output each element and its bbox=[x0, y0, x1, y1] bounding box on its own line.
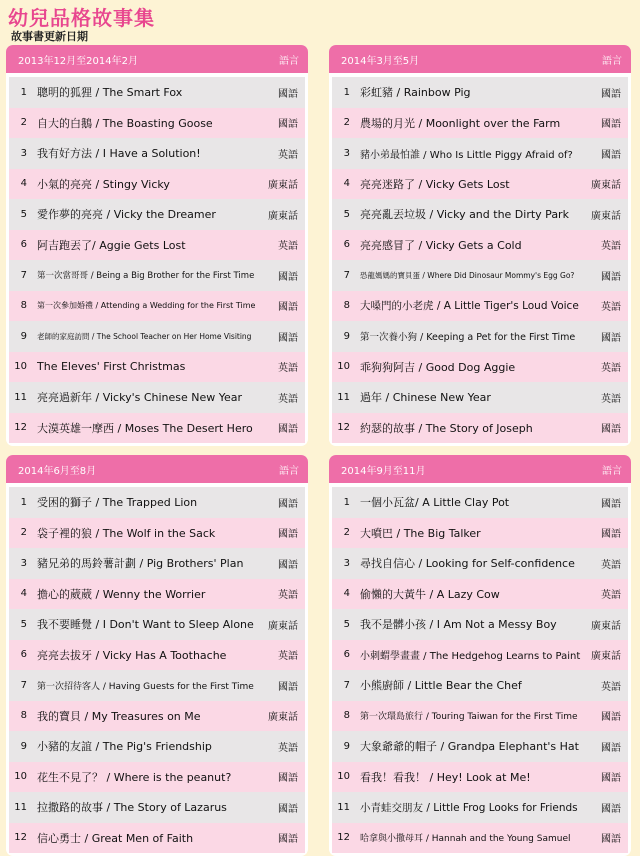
story-row bbox=[9, 77, 305, 108]
story-row bbox=[9, 199, 305, 230]
story-number: 1 bbox=[343, 496, 350, 508]
language-column-header: 語言 bbox=[279, 55, 299, 67]
story-language: 國語 bbox=[278, 119, 298, 131]
story-row bbox=[332, 609, 628, 640]
story-number: 12 bbox=[337, 832, 350, 844]
period-label: 2014年9月至11月 bbox=[341, 465, 426, 477]
story-number: 4 bbox=[20, 178, 27, 190]
story-row bbox=[332, 352, 628, 383]
story-language: 英語 bbox=[278, 393, 298, 405]
story-title: 乖狗狗阿吉 / Good Dog Aggie bbox=[360, 360, 516, 374]
story-number: 2 bbox=[343, 117, 350, 129]
story-row bbox=[9, 487, 305, 518]
story-title: 第一次參加婚禮 / Attending a Wedding for the First Time bbox=[37, 301, 256, 311]
story-title: 拉撒路的故事 / The Story of Lazarus bbox=[37, 801, 227, 815]
story-row bbox=[9, 108, 305, 139]
panel-1 bbox=[329, 45, 631, 446]
story-title: 信心勇士 / Great Men of Faith bbox=[37, 831, 194, 845]
story-number: 5 bbox=[343, 208, 350, 220]
story-language: 英語 bbox=[278, 651, 298, 663]
story-number: 3 bbox=[343, 147, 350, 159]
story-language: 國語 bbox=[601, 424, 621, 436]
story-number: 3 bbox=[343, 557, 350, 569]
story-language: 國語 bbox=[601, 149, 621, 161]
story-title: 一個小瓦盆/ A Little Clay Pot bbox=[360, 496, 510, 510]
story-language: 英語 bbox=[278, 149, 298, 161]
story-row bbox=[332, 640, 628, 671]
story-title: 亮亮去拔牙 / Vicky Has A Toothache bbox=[37, 648, 227, 662]
story-language: 英語 bbox=[601, 302, 621, 314]
story-language: 國語 bbox=[278, 271, 298, 283]
story-row bbox=[9, 291, 305, 322]
story-title: 大漠英雄一摩西 / Moses The Desert Hero bbox=[37, 421, 253, 435]
story-title: 第一次養小狗 / Keeping a Pet for the First Time bbox=[360, 332, 576, 344]
story-language: 國語 bbox=[278, 498, 298, 510]
story-language: 廣東話 bbox=[591, 620, 621, 632]
story-row bbox=[9, 413, 305, 444]
panel-0 bbox=[6, 45, 308, 446]
story-number: 6 bbox=[20, 649, 27, 661]
story-language: 國語 bbox=[601, 834, 621, 846]
story-title: 自大的白鵝 / The Boasting Goose bbox=[37, 116, 213, 130]
story-title: 大噴巴 / The Big Talker bbox=[360, 526, 481, 540]
story-language: 英語 bbox=[601, 241, 621, 253]
story-row bbox=[332, 518, 628, 549]
story-row bbox=[332, 108, 628, 139]
panel-header bbox=[329, 455, 631, 483]
story-language: 國語 bbox=[278, 834, 298, 846]
story-language: 廣東話 bbox=[268, 620, 298, 632]
story-number: 7 bbox=[20, 679, 27, 691]
page-title: 幼兒品格故事集 bbox=[8, 6, 155, 30]
story-language: 國語 bbox=[601, 529, 621, 541]
story-title: 小刺蝟學畫畫 / The Hedgehog Learns to Paint bbox=[360, 651, 581, 663]
story-number: 4 bbox=[343, 588, 350, 600]
story-language: 國語 bbox=[278, 529, 298, 541]
panel-header bbox=[329, 45, 631, 73]
story-number: 7 bbox=[20, 269, 27, 281]
story-row bbox=[9, 548, 305, 579]
story-language: 國語 bbox=[278, 302, 298, 314]
story-language: 英語 bbox=[601, 393, 621, 405]
story-row bbox=[9, 382, 305, 413]
language-column-header: 語言 bbox=[602, 465, 622, 477]
story-title: 偷懶的大黃牛 / A Lazy Cow bbox=[360, 587, 500, 601]
story-language: 國語 bbox=[601, 88, 621, 100]
story-list bbox=[6, 483, 308, 856]
story-row bbox=[9, 260, 305, 291]
story-language: 國語 bbox=[601, 332, 621, 344]
story-title: 受困的獅子 / The Trapped Lion bbox=[37, 496, 198, 510]
story-row bbox=[332, 77, 628, 108]
story-number: 7 bbox=[343, 269, 350, 281]
story-title: 老師的家庭訪問 / The School Teacher on Her Home Visiting bbox=[37, 331, 252, 341]
story-title: 聰明的狐狸 / The Smart Fox bbox=[37, 86, 183, 100]
story-title: 愛作夢的亮亮 / Vicky the Dreamer bbox=[37, 208, 216, 222]
story-title: 彩虹豬 / Rainbow Pig bbox=[360, 86, 471, 100]
story-row bbox=[332, 138, 628, 169]
story-title: 阿吉跑丟了/ Aggie Gets Lost bbox=[37, 238, 186, 252]
story-row bbox=[9, 138, 305, 169]
story-list bbox=[329, 73, 631, 446]
story-number: 10 bbox=[337, 771, 350, 783]
story-language: 廣東話 bbox=[591, 180, 621, 192]
story-row bbox=[332, 762, 628, 793]
story-title: 亮亮亂丟垃圾 / Vicky and the Dirty Park bbox=[360, 208, 569, 222]
story-language: 廣東話 bbox=[591, 651, 621, 663]
language-column-header: 語言 bbox=[279, 465, 299, 477]
story-number: 8 bbox=[20, 300, 27, 312]
story-title: 大嗓門的小老虎 / A Little Tiger's Loud Voice bbox=[360, 300, 579, 313]
story-number: 12 bbox=[14, 832, 27, 844]
story-row bbox=[9, 762, 305, 793]
period-label: 2014年3月至5月 bbox=[341, 55, 420, 67]
story-language: 英語 bbox=[601, 681, 621, 693]
story-number: 4 bbox=[343, 178, 350, 190]
story-title: 第一次當哥哥 / Being a Big Brother for the First Time bbox=[37, 271, 255, 282]
story-title: 約瑟的故事 / The Story of Joseph bbox=[360, 421, 533, 435]
story-number: 10 bbox=[337, 361, 350, 373]
story-number: 8 bbox=[20, 710, 27, 722]
story-language: 國語 bbox=[278, 88, 298, 100]
story-title: 豬兄弟的馬鈴薯計劃 / Pig Brothers' Plan bbox=[37, 557, 244, 571]
story-language: 英語 bbox=[278, 742, 298, 754]
story-language: 廣東話 bbox=[268, 210, 298, 222]
story-title: 農場的月光 / Moonlight over the Farm bbox=[360, 116, 561, 130]
story-title: 亮亮感冒了 / Vicky Gets a Cold bbox=[360, 238, 522, 252]
story-language: 英語 bbox=[278, 241, 298, 253]
story-number: 12 bbox=[14, 422, 27, 434]
panel-2 bbox=[6, 455, 308, 856]
story-number: 11 bbox=[337, 801, 350, 813]
language-column-header: 語言 bbox=[602, 55, 622, 67]
story-number: 5 bbox=[20, 208, 27, 220]
story-number: 2 bbox=[20, 527, 27, 539]
story-title: 我不是髒小孩 / I Am Not a Messy Boy bbox=[360, 618, 557, 632]
story-row bbox=[332, 548, 628, 579]
story-title: 花生不見了？ / Where is the peanut? bbox=[37, 770, 232, 784]
story-row bbox=[9, 640, 305, 671]
story-language: 國語 bbox=[278, 559, 298, 571]
story-title: 小豬的友誼 / The Pig's Friendship bbox=[37, 740, 212, 754]
period-label: 2014年6月至8月 bbox=[18, 465, 97, 477]
story-row bbox=[9, 230, 305, 261]
story-number: 7 bbox=[343, 679, 350, 691]
story-title: 過年 / Chinese New Year bbox=[360, 391, 491, 405]
story-language: 英語 bbox=[601, 559, 621, 571]
story-number: 6 bbox=[343, 239, 350, 251]
story-number: 2 bbox=[343, 527, 350, 539]
story-row bbox=[332, 321, 628, 352]
story-language: 國語 bbox=[278, 681, 298, 693]
story-title: 豬小弟最怕誰 / Who Is Little Piggy Afraid of? bbox=[360, 149, 573, 161]
story-language: 國語 bbox=[601, 498, 621, 510]
story-row bbox=[9, 731, 305, 762]
story-language: 英語 bbox=[601, 363, 621, 375]
story-row bbox=[332, 731, 628, 762]
story-number: 6 bbox=[343, 649, 350, 661]
story-number: 8 bbox=[343, 300, 350, 312]
story-row bbox=[9, 670, 305, 701]
story-number: 9 bbox=[343, 330, 350, 342]
story-language: 國語 bbox=[278, 803, 298, 815]
story-title: 恐龍媽媽的寶貝蛋 / Where Did Dinosaur Mommy's Egg Go? bbox=[360, 270, 575, 280]
story-number: 1 bbox=[20, 86, 27, 98]
story-number: 12 bbox=[337, 422, 350, 434]
story-row bbox=[332, 169, 628, 200]
story-row bbox=[9, 321, 305, 352]
story-number: 1 bbox=[343, 86, 350, 98]
story-number: 9 bbox=[20, 740, 27, 752]
story-language: 國語 bbox=[278, 332, 298, 344]
story-row bbox=[332, 823, 628, 854]
story-number: 10 bbox=[14, 361, 27, 373]
story-title: 看我！看我！ / Hey! Look at Me! bbox=[360, 770, 531, 784]
story-row bbox=[9, 579, 305, 610]
story-row bbox=[332, 487, 628, 518]
story-number: 11 bbox=[14, 391, 27, 403]
story-title: 小青蛙交朋友 / Little Frog Looks for Friends bbox=[360, 801, 578, 814]
story-row bbox=[332, 413, 628, 444]
page-subtitle: 故事書更新日期 bbox=[11, 30, 88, 43]
story-row bbox=[332, 230, 628, 261]
story-row bbox=[9, 823, 305, 854]
story-row bbox=[332, 382, 628, 413]
story-number: 5 bbox=[343, 618, 350, 630]
story-title: 大象爺爺的帽子 / Grandpa Elephant's Hat bbox=[360, 740, 579, 754]
story-title: 第一次環島旅行 / Touring Taiwan for the First Time bbox=[360, 712, 578, 723]
story-language: 國語 bbox=[601, 271, 621, 283]
story-number: 8 bbox=[343, 710, 350, 722]
story-title: The Eleves' First Christmas bbox=[37, 360, 186, 374]
story-language: 英語 bbox=[278, 363, 298, 375]
story-row bbox=[9, 169, 305, 200]
panel-3 bbox=[329, 455, 631, 856]
story-title: 我不要睡覺 / I Don't Want to Sleep Alone bbox=[37, 618, 254, 632]
story-language: 廣東話 bbox=[268, 180, 298, 192]
story-row bbox=[9, 701, 305, 732]
story-number: 4 bbox=[20, 588, 27, 600]
story-language: 英語 bbox=[278, 590, 298, 602]
story-row bbox=[332, 701, 628, 732]
story-number: 2 bbox=[20, 117, 27, 129]
story-language: 國語 bbox=[601, 742, 621, 754]
story-number: 5 bbox=[20, 618, 27, 630]
story-list bbox=[329, 483, 631, 856]
story-number: 3 bbox=[20, 557, 27, 569]
story-number: 3 bbox=[20, 147, 27, 159]
story-row bbox=[332, 579, 628, 610]
story-title: 尋找自信心 / Looking for Self-confidence bbox=[360, 557, 575, 571]
story-language: 國語 bbox=[601, 773, 621, 785]
story-language: 廣東話 bbox=[268, 712, 298, 724]
panel-header bbox=[6, 455, 308, 483]
period-label: 2013年12月至2014年2月 bbox=[18, 55, 138, 67]
story-title: 小熊廚師 / Little Bear the Chef bbox=[360, 679, 522, 693]
story-title: 哈拿與小撒母耳 / Hannah and the Young Samuel bbox=[360, 834, 571, 845]
story-row bbox=[9, 609, 305, 640]
story-title: 亮亮過新年 / Vicky's Chinese New Year bbox=[37, 391, 243, 405]
story-number: 1 bbox=[20, 496, 27, 508]
story-number: 11 bbox=[337, 391, 350, 403]
story-title: 小氣的亮亮 / Stingy Vicky bbox=[37, 177, 170, 191]
story-language: 國語 bbox=[278, 424, 298, 436]
story-row bbox=[332, 260, 628, 291]
story-title: 我的寶貝 / My Treasures on Me bbox=[37, 709, 201, 723]
story-number: 6 bbox=[20, 239, 27, 251]
story-language: 國語 bbox=[278, 773, 298, 785]
story-number: 9 bbox=[343, 740, 350, 752]
panel-header bbox=[6, 45, 308, 73]
story-title: 袋子裡的狼 / The Wolf in the Sack bbox=[37, 526, 216, 540]
story-language: 國語 bbox=[601, 803, 621, 815]
story-language: 英語 bbox=[601, 590, 621, 602]
story-list bbox=[6, 73, 308, 446]
story-number: 9 bbox=[20, 330, 27, 342]
story-row bbox=[332, 291, 628, 322]
story-language: 國語 bbox=[601, 119, 621, 131]
story-row bbox=[9, 792, 305, 823]
story-number: 11 bbox=[14, 801, 27, 813]
story-row bbox=[9, 518, 305, 549]
story-title: 亮亮迷路了 / Vicky Gets Lost bbox=[360, 177, 510, 191]
story-title: 第一次招待客人 / Having Guests for the First Time bbox=[37, 681, 254, 692]
story-row bbox=[9, 352, 305, 383]
story-row bbox=[332, 199, 628, 230]
story-row bbox=[332, 670, 628, 701]
story-language: 廣東話 bbox=[591, 210, 621, 222]
story-number: 10 bbox=[14, 771, 27, 783]
story-title: 擔心的葳葳 / Wenny the Worrier bbox=[37, 587, 206, 601]
story-row bbox=[332, 792, 628, 823]
story-language: 國語 bbox=[601, 712, 621, 724]
story-title: 我有好方法 / I Have a Solution! bbox=[37, 147, 201, 161]
